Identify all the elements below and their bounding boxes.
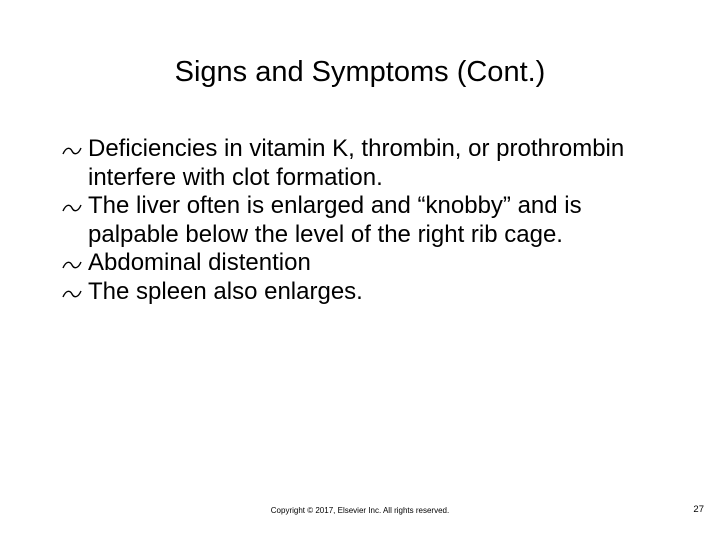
bullet-text: Deficiencies in vitamin K, thrombin, or prothrombin interfere with clot formation. xyxy=(88,135,625,191)
bullet-text: Abdominal distention xyxy=(88,249,311,276)
bullet-item xyxy=(60,278,660,307)
bullet-item xyxy=(60,192,660,249)
page-number: 27 xyxy=(693,504,704,515)
bullet-item xyxy=(60,249,660,278)
bullet-list xyxy=(60,135,660,306)
swirl-bullet-icon xyxy=(62,289,82,299)
bullet-item xyxy=(60,135,660,192)
bullet-text: The spleen also enlarges. xyxy=(88,277,363,305)
swirl-bullet-icon xyxy=(62,260,82,270)
bullet-text: The liver often is enlarged and “knobby” and is palpable below the level of the right rib cage. xyxy=(88,192,582,248)
swirl-bullet-icon xyxy=(62,146,82,156)
swirl-bullet-icon xyxy=(62,203,82,213)
slide-title: Signs and Symptoms (Cont.) xyxy=(174,56,546,88)
copyright-footer: Copyright © 2017, Elsevier Inc. All rights reserved. xyxy=(270,506,450,515)
